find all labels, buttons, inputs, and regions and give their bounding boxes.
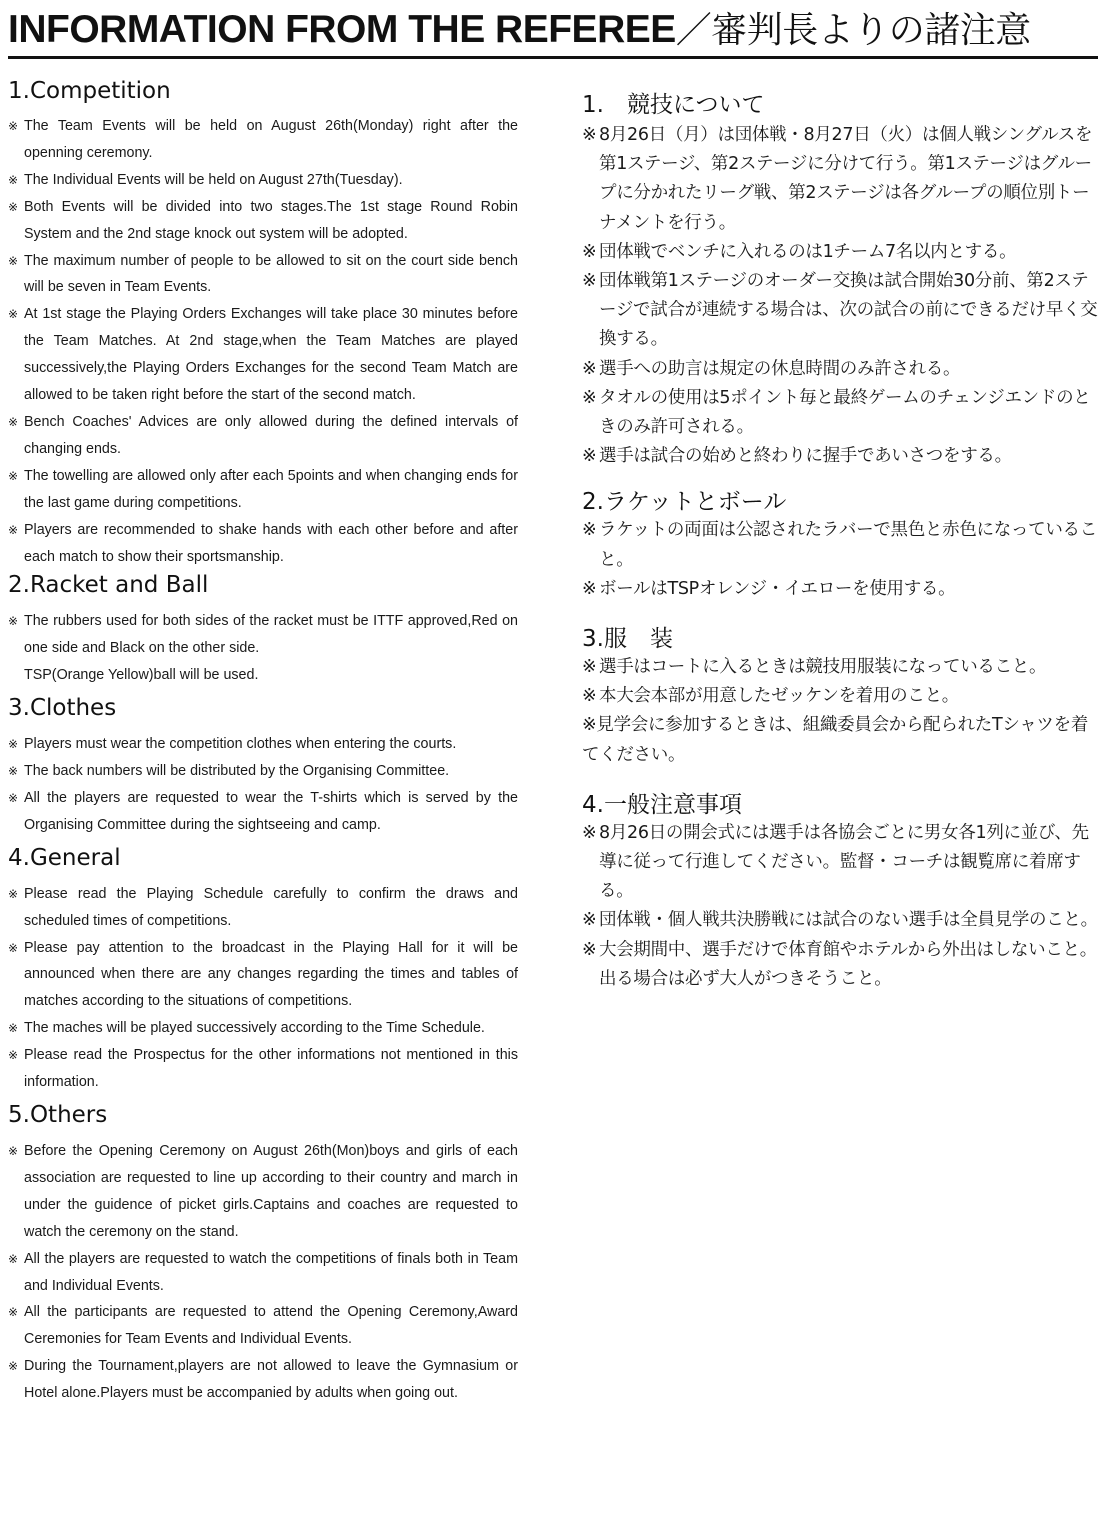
- en-section-clothes: [8, 695, 518, 839]
- jp-section-racket-ball: [582, 483, 1098, 604]
- list-item: TSP(Orange Yellow)ball will be used.: [24, 667, 259, 684]
- list-item: ※ 団体戦でベンチに入れるのは1チーム7名以内とする。: [582, 241, 1017, 262]
- list-item: ※ Please read the Playing Schedule carefully to confirm the draws and scheduled times of competitions.: [8, 885, 518, 929]
- list-item: ※ ラケットの両面は公認されたラバーで黒色と赤色になっていること。: [582, 520, 1097, 570]
- title-en: INFORMATION FROM THE REFEREE: [8, 8, 676, 51]
- list-item: ※ All the participants are requested to attend the Opening Ceremony,Award Ceremonies for Team Events and Individual Events.: [8, 1304, 518, 1348]
- page-header: [8, 0, 1098, 59]
- list-item: ※ All the players are requested to watch the competitions of finals both in Team and Individual Events.: [8, 1250, 518, 1294]
- list-item: ※ The maximum number of people to be allowed to sit on the court side bench will be seven in Team Events.: [8, 252, 518, 296]
- list-item: ※ 選手はコートに入るときは競技用服装になっていること。: [582, 657, 1047, 678]
- list-item: ※ 団体戦・個人戦共決勝戦には試合のない選手は全員見学のこと。: [582, 910, 1098, 931]
- jp-section-clothes: [582, 620, 1098, 770]
- page-title: [8, 2, 1031, 53]
- section-title: 3.服 装: [582, 626, 673, 653]
- jp-section-competition: [582, 86, 1098, 471]
- en-section-others: [8, 1102, 518, 1407]
- japanese-column: [582, 86, 1098, 994]
- section-title: 2.ラケットとボール: [582, 489, 787, 516]
- list-item: ※ The rubbers used for both sides of the racket must be ITTF approved,Red on one side and Black on the other side.: [8, 613, 518, 657]
- list-item: ※ タオルの使用は5ポイント毎と最終ゲームのチェンジエンドのときのみ許可される。: [582, 387, 1091, 438]
- list-item: ※ Bench Coaches' Advices are only allowed during the defined intervals of changing ends.: [8, 413, 518, 457]
- section-title: 2.Racket and Ball: [8, 572, 209, 599]
- list-item: ※ 団体戦第1ステージのオーダー交換は試合開始30分前、第2ステージで試合が連続する場合は、次の試合の前にできるだけ早く交換する。: [582, 271, 1098, 350]
- list-item: ※ At 1st stage the Playing Orders Exchanges will take place 30 minutes before the Team Matches. At 2nd stage,when the Team Matches are played successively,the Playing Orders Exchanges for the second Team Match are allowed to be taken right before the start of the second match.: [8, 306, 518, 404]
- list-item: ※ 8月26日の開会式には選手は各協会ごとに男女各1列に並び、先導に従って行進してください。監督・コーチは観覧席に着席する。: [582, 822, 1089, 902]
- en-section-general: [8, 845, 518, 1096]
- list-item: ※ 本大会本部が用意したゼッケンを着用のこと。: [582, 686, 959, 707]
- list-item: ※ Please pay attention to the broadcast in the Playing Hall for it will be announced when there are any changes regarding the times and tables of matches according to the situations of competitions.: [8, 939, 518, 1010]
- list-item: ※ 8月26日（月）は団体戦・8月27日（火）は個人戦シングルスを第1ステージ、第2ステージに分けて行う。第1ステージはグループに分かれたリーグ戦、第2ステージは各グループの順位別トーナメントを行う。: [582, 125, 1093, 233]
- en-section-racket-ball: [8, 572, 518, 689]
- english-column: [8, 78, 518, 1407]
- section-title: 5.Others: [8, 1102, 108, 1128]
- list-item: ※ The maches will be played successively according to the Time Schedule.: [8, 1020, 485, 1037]
- list-item: ※ The back numbers will be distributed by the Organising Committee.: [8, 763, 450, 780]
- section-title: 1. 競技について: [582, 92, 765, 118]
- list-item: ※ All the players are requested to wear the T-shirts which is served by the Organising Committee during the sightseeing and camp.: [8, 789, 518, 833]
- section-title: 4.一般注意事項: [582, 791, 742, 818]
- list-item: ※ The Individual Events will be held on August 27th(Tuesday).: [8, 171, 403, 188]
- list-item: ※ Players must wear the competition clothes when entering the courts.: [8, 736, 457, 753]
- list-item: ※見学会に参加するときは、組織委員会から配られたTシャツを着てください。: [582, 715, 1089, 765]
- title-slash: ／: [675, 10, 712, 51]
- list-item: ※ 大会期間中、選手だけで体育館やホテルから外出はしないこと。出る場合は必ず大人がつきそうこと。: [582, 939, 1097, 989]
- list-item: ※ ボールはTSPオレンジ・イエローを使用する。: [582, 578, 956, 599]
- list-item: ※ 選手への助言は規定の休息時間のみ許される。: [582, 358, 961, 379]
- list-item: ※ 選手は試合の始めと終わりに握手であいさつをする。: [582, 446, 1012, 467]
- list-item: ※ During the Tournament,players are not allowed to leave the Gymnasium or Hotel alone.Players must be accompanied by adults when going out.: [8, 1358, 518, 1402]
- list-item: ※ Please read the Prospectus for the other informations not mentioned in this information.: [8, 1047, 518, 1091]
- jp-section-general: [582, 786, 1098, 994]
- title-jp: 審判長よりの諸注意: [711, 10, 1031, 51]
- list-item: ※ The towelling are allowed only after each 5points and when changing ends for the last game during competitions.: [8, 467, 518, 511]
- section-title: 4.General: [8, 844, 121, 871]
- section-title: 3.Clothes: [8, 695, 117, 722]
- list-item: ※ Both Events will be divided into two stages.The 1st stage Round Robin System and the 2nd stage knock out system will be adopted.: [8, 198, 518, 242]
- list-item: ※ Before the Opening Ceremony on August 26th(Mon)boys and girls of each association are requested to line up according to their country and march in under the guidence of picket girls.Captains and coaches are requested to watch the ceremony on the stand.: [8, 1143, 518, 1240]
- section-title: 1.Competition: [8, 78, 171, 104]
- list-item: ※ Players are recommended to shake hands with each other before and after each match to show their sportsmanship.: [8, 521, 518, 565]
- en-section-competition: [8, 78, 518, 570]
- list-item: ※ The Team Events will be held on August 26th(Monday) right after the openning ceremony.: [8, 118, 518, 161]
